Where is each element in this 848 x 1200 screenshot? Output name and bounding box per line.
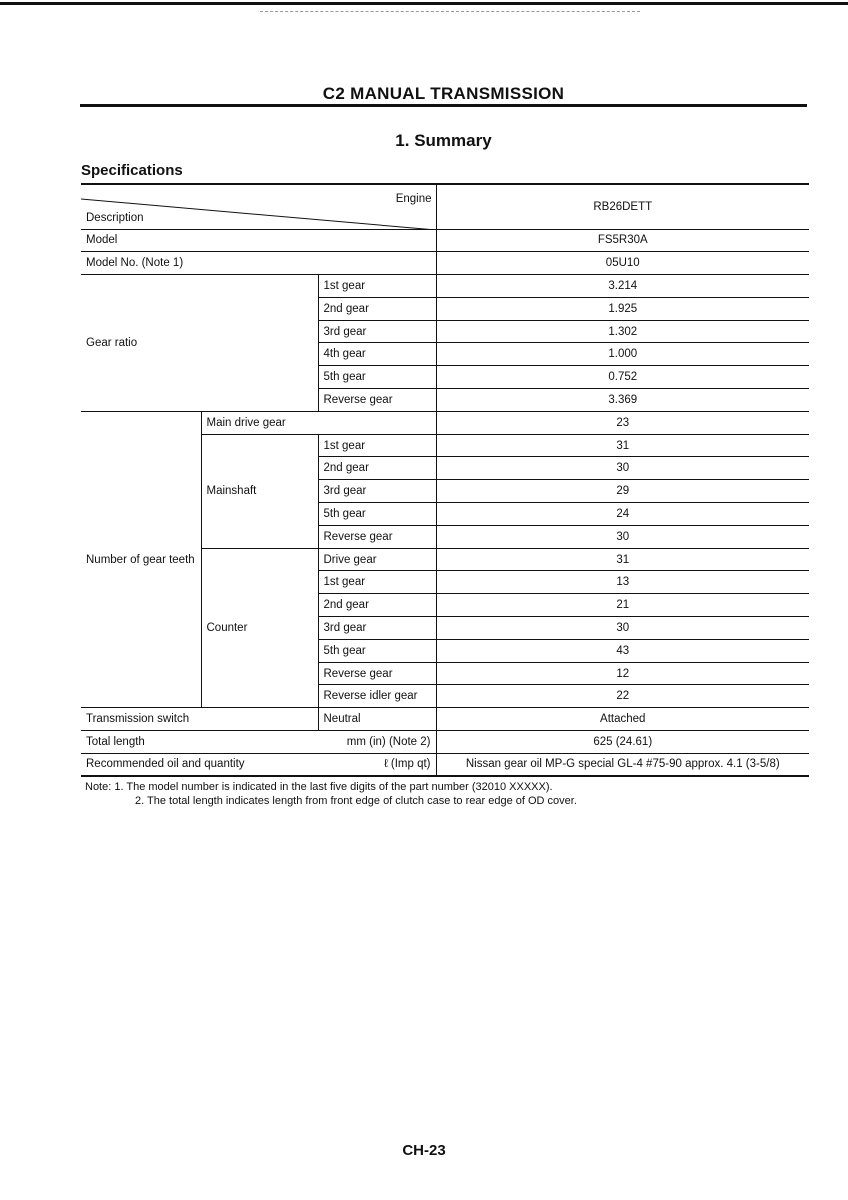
- counter-gear: Reverse gear: [318, 662, 436, 685]
- engine-value: RB26DETT: [436, 184, 809, 229]
- mainshaft-gear: 3rd gear: [318, 480, 436, 503]
- mainshaft-value: 24: [436, 503, 809, 526]
- counter-value: 12: [436, 662, 809, 685]
- transmission-switch-label: Transmission switch: [81, 708, 318, 731]
- counter-gear: Reverse idler gear: [318, 685, 436, 708]
- subsection-title: Specifications: [81, 162, 183, 179]
- header-diagonal-cell: [81, 184, 436, 229]
- model-label: Model: [81, 229, 436, 252]
- table-row: [81, 275, 809, 298]
- oil-unit: ℓ (Imp qt): [318, 753, 436, 776]
- oil-value: Nissan gear oil MP-G special GL-4 #75-90 approx. 4.1 (3-5/8): [436, 753, 809, 776]
- counter-gear: 5th gear: [318, 639, 436, 662]
- counter-value: 43: [436, 639, 809, 662]
- gear-ratio-label: Gear ratio: [81, 275, 318, 412]
- chapter-rule: [80, 104, 807, 107]
- mainshaft-value: 30: [436, 525, 809, 548]
- total-length-unit: mm (in) (Note 2): [318, 731, 436, 754]
- counter-gear: 1st gear: [318, 571, 436, 594]
- mainshaft-value: 30: [436, 457, 809, 480]
- gear-ratio-gear: 4th gear: [318, 343, 436, 366]
- specifications-table: [81, 183, 809, 777]
- top-border: [0, 2, 848, 5]
- counter-value: 31: [436, 548, 809, 571]
- counter-value: 30: [436, 617, 809, 640]
- model-no-value: 05U10: [436, 252, 809, 275]
- table-row: [81, 252, 809, 275]
- page-number: CH-23: [402, 1142, 446, 1159]
- transmission-switch-sub: Neutral: [318, 708, 436, 731]
- gear-ratio-value: 1.000: [436, 343, 809, 366]
- model-value: FS5R30A: [436, 229, 809, 252]
- chapter-title: C2 MANUAL TRANSMISSION: [322, 84, 565, 103]
- table-row: [81, 411, 809, 434]
- main-drive-gear-value: 23: [436, 411, 809, 434]
- counter-gear: 2nd gear: [318, 594, 436, 617]
- header-engine-label: Engine: [395, 193, 432, 205]
- total-length-label: Total length: [81, 731, 318, 754]
- counter-label: Counter: [201, 548, 318, 708]
- mainshaft-value: 31: [436, 434, 809, 457]
- oil-label: Recommended oil and quantity: [81, 753, 318, 776]
- main-drive-gear-label: Main drive gear: [201, 411, 436, 434]
- model-no-label: Model No. (Note 1): [81, 252, 436, 275]
- header-description-label: Description: [86, 211, 144, 224]
- table-row: [81, 708, 809, 731]
- counter-value: 21: [436, 594, 809, 617]
- table-row: [81, 731, 809, 754]
- mainshaft-value: 29: [436, 480, 809, 503]
- total-length-value: 625 (24.61): [436, 731, 809, 754]
- gear-ratio-value: 3.214: [436, 275, 809, 298]
- transmission-switch-value: Attached: [436, 708, 809, 731]
- notes: [85, 780, 577, 808]
- gear-ratio-gear: 1st gear: [318, 275, 436, 298]
- mainshaft-gear: 5th gear: [318, 503, 436, 526]
- counter-value: 22: [436, 685, 809, 708]
- note-2: 2. The total length indicates length from front edge of clutch case to rear edge of OD cover.: [135, 795, 577, 807]
- table-row: [81, 229, 809, 252]
- top-border-scan-artifact: [260, 11, 640, 12]
- mainshaft-gear: 2nd gear: [318, 457, 436, 480]
- gear-ratio-value: 1.302: [436, 320, 809, 343]
- gear-ratio-value: 0.752: [436, 366, 809, 389]
- mainshaft-label: Mainshaft: [201, 434, 318, 548]
- counter-gear: Drive gear: [318, 548, 436, 571]
- section-title: 1. Summary: [395, 131, 492, 150]
- note-1: Note: 1. The model number is indicated in the last five digits of the part number (32010 XXXXX).: [85, 781, 553, 793]
- gear-ratio-gear: 5th gear: [318, 366, 436, 389]
- counter-gear: 3rd gear: [318, 617, 436, 640]
- table-header-row: [81, 184, 809, 229]
- mainshaft-gear: Reverse gear: [318, 525, 436, 548]
- counter-value: 13: [436, 571, 809, 594]
- gear-ratio-gear: Reverse gear: [318, 389, 436, 412]
- table-row: [81, 753, 809, 776]
- gear-ratio-gear: 3rd gear: [318, 320, 436, 343]
- gear-ratio-gear: 2nd gear: [318, 297, 436, 320]
- gear-teeth-label: Number of gear teeth: [81, 411, 201, 707]
- mainshaft-gear: 1st gear: [318, 434, 436, 457]
- gear-ratio-value: 1.925: [436, 297, 809, 320]
- gear-ratio-value: 3.369: [436, 389, 809, 412]
